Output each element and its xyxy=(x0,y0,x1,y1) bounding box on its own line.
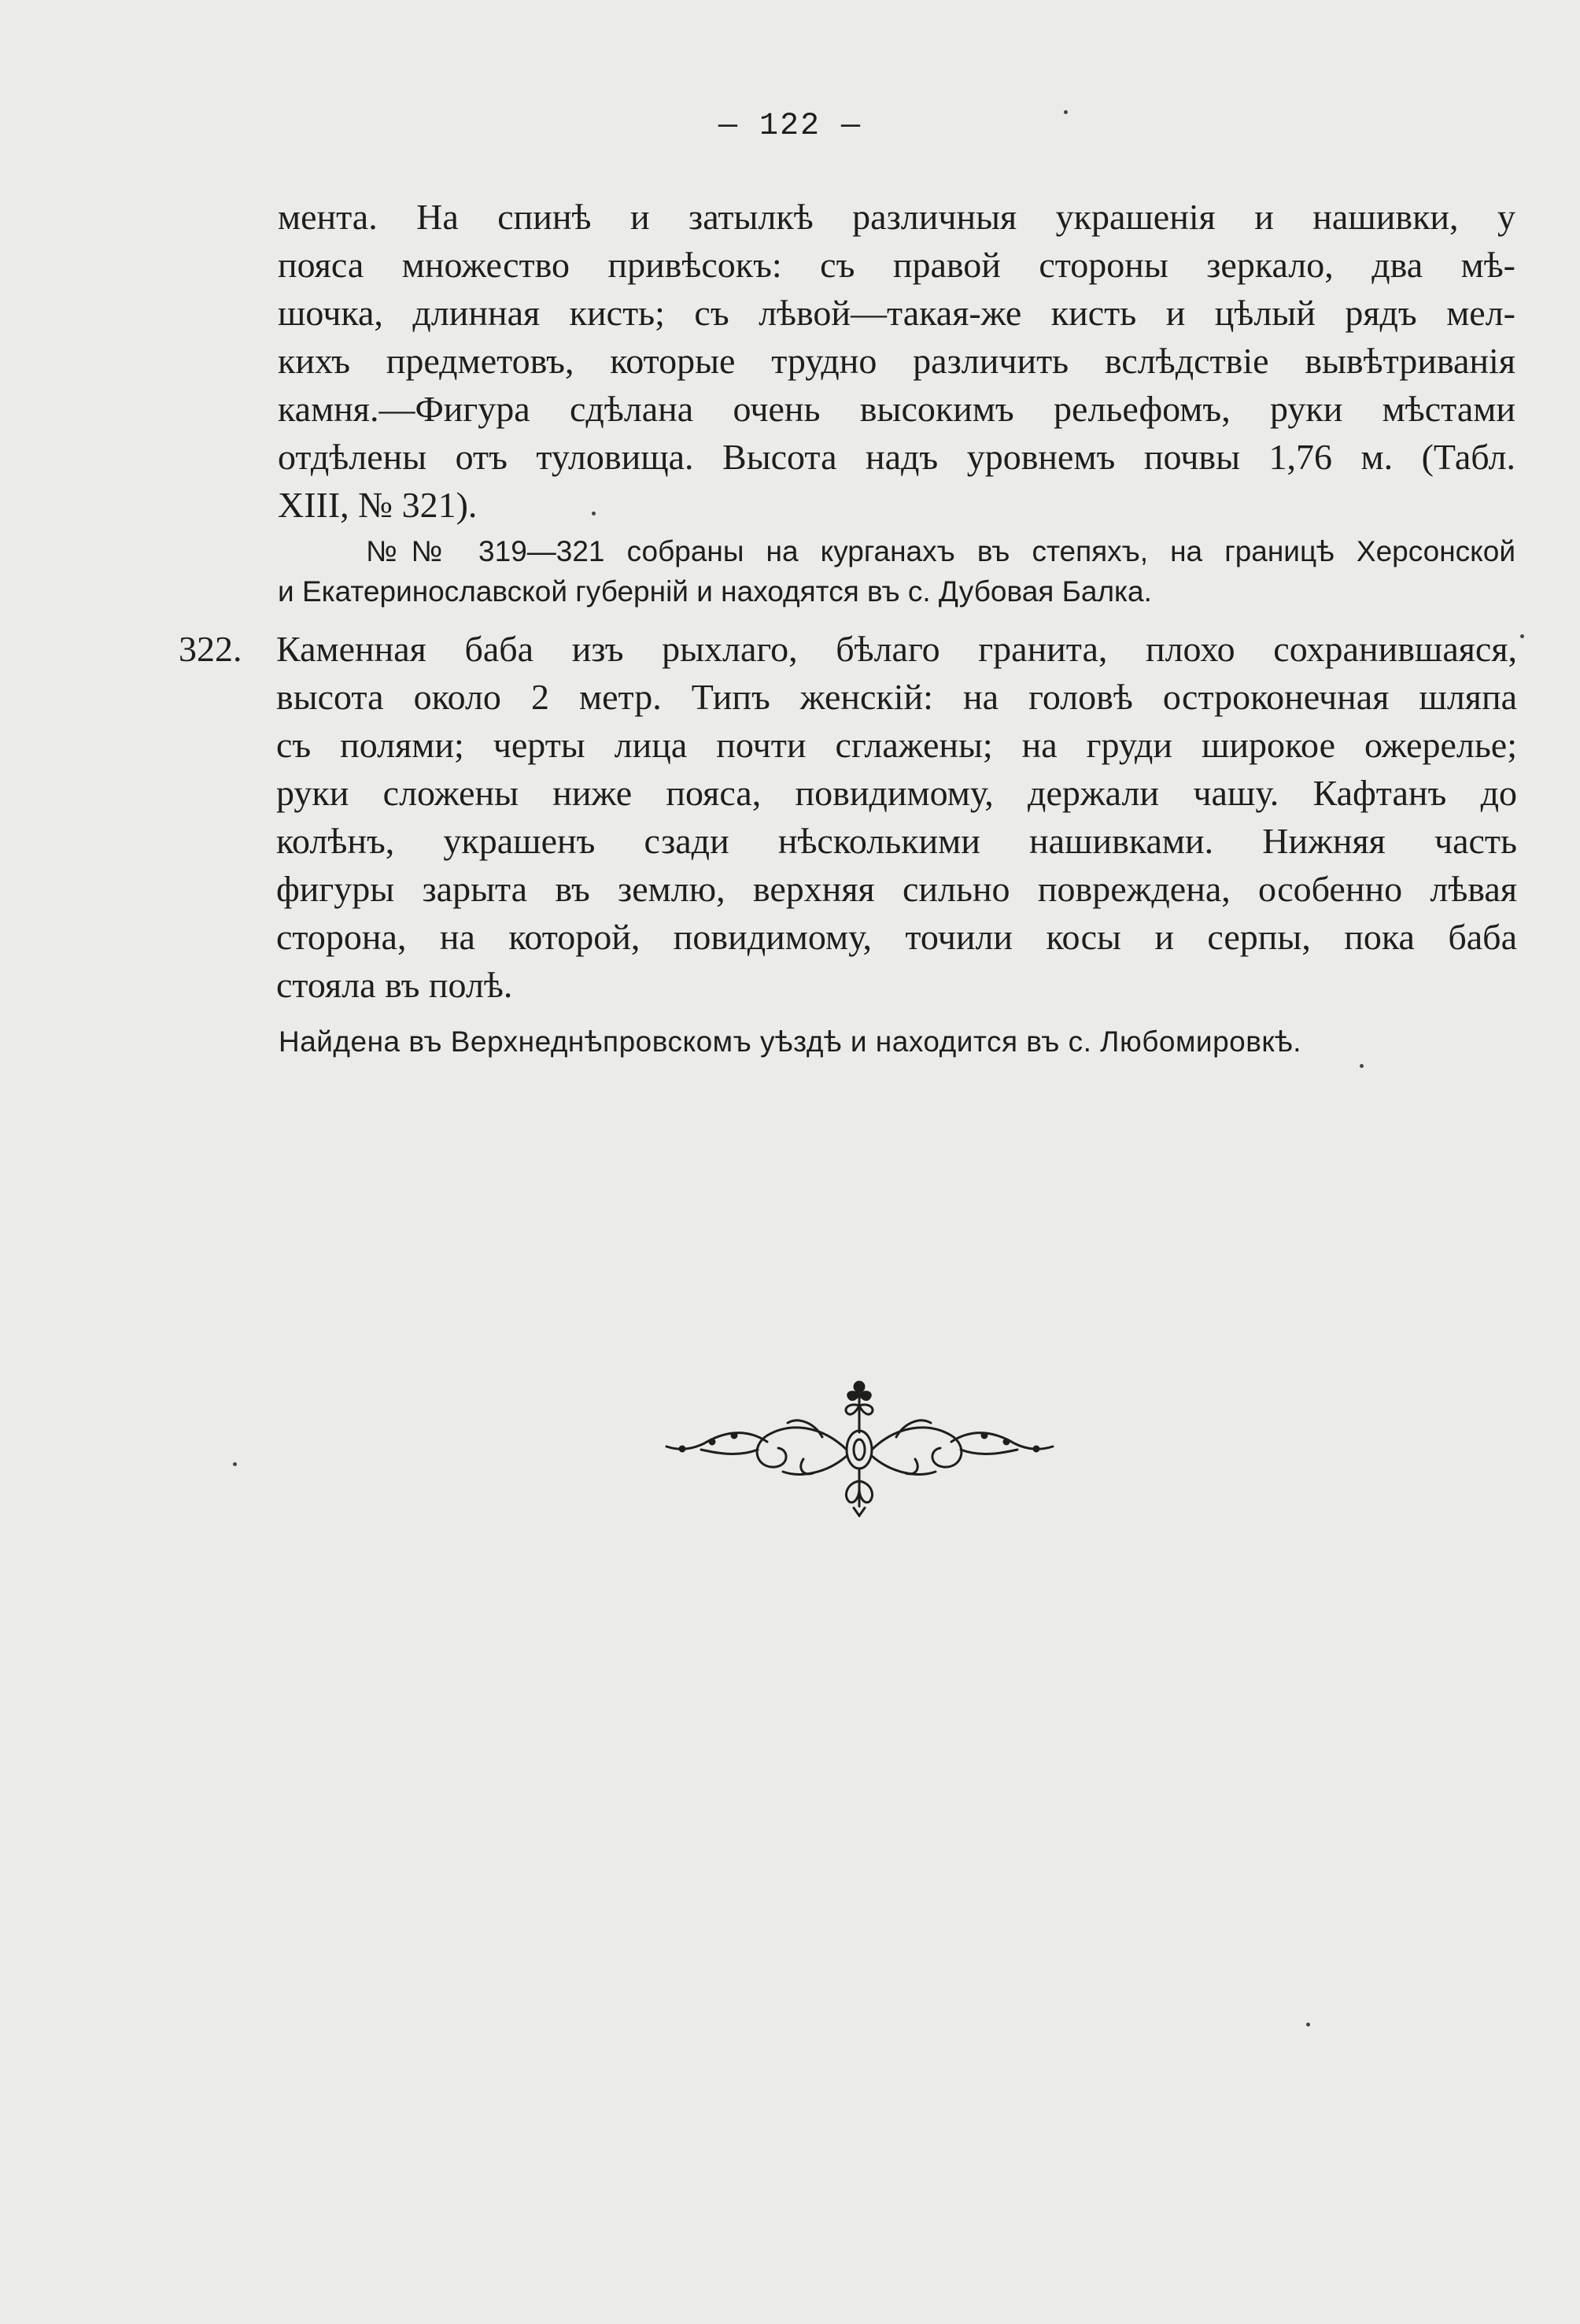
print-speck xyxy=(233,1462,237,1466)
text-line: колѣнъ, украшенъ сзади нѣсколькими нашивками. Нижняя часть xyxy=(276,821,1517,861)
print-speck xyxy=(1520,634,1524,638)
entry-322-description xyxy=(276,625,1517,1009)
provenance-note-322: Найдена въ Верхнеднѣпровскомъ уѣздѣ и находится въ с. Любомировкѣ. xyxy=(278,1025,1302,1058)
text-line: пояса множество привѣсокъ: съ правой стороны зеркало, два мѣ- xyxy=(278,245,1515,285)
print-speck xyxy=(1360,1064,1364,1068)
text-line: высота около 2 метр. Типъ женскій: на головѣ остроконечная шляпа xyxy=(276,677,1517,717)
text-line: руки сложены ниже пояса, повидимому, держали чашу. Кафтанъ до xyxy=(276,773,1517,813)
text-line: кихъ предметовъ, которые трудно различить вслѣдствіе вывѣтриванія xyxy=(278,341,1515,381)
page-number: — 122 — xyxy=(718,109,862,144)
note-line: №№ 319—321 собраны на курганахъ въ степяхъ, на границѣ Херсонской xyxy=(366,535,1515,567)
text-line: фигуры зарыта въ землю, верхняя сильно повреждена, особенно лѣвая xyxy=(276,869,1517,909)
text-line: Каменная баба изъ рыхлаго, бѣлаго гранита, плохо сохранившаяся, xyxy=(276,629,1517,669)
text-line: мента. На спинѣ и затылкѣ различныя украшенія и нашивки, у xyxy=(278,197,1515,237)
entry-number: 322. xyxy=(179,629,242,669)
floral-scroll-ornament-icon xyxy=(665,1371,1054,1517)
print-speck xyxy=(1064,110,1068,114)
text-line: отдѣлены отъ туловища. Высота надъ уровнемъ почвы 1,76 м. (Табл. xyxy=(278,437,1515,477)
provenance-note-319-321 xyxy=(278,531,1515,611)
text-line: камня.—Фигура сдѣлана очень высокимъ рельефомъ, руки мѣстами xyxy=(278,389,1515,429)
text-line: сторона, на которой, повидимому, точили косы и серпы, пока баба xyxy=(276,917,1517,957)
print-speck xyxy=(1306,2023,1310,2027)
text-line: съ полями; черты лица почти сглажены; на груди широкое ожерелье; xyxy=(276,725,1517,765)
text-line: XIII, № 321). xyxy=(278,485,478,525)
text-line: стояла въ полѣ. xyxy=(276,965,513,1005)
print-speck xyxy=(592,512,596,515)
text-line: шочка, длинная кисть; съ лѣвой—такая-же кисть и цѣлый рядъ мел- xyxy=(278,293,1515,333)
paragraph-continuation xyxy=(278,193,1515,529)
note-line: и Екатеринославской губерній и находятся въ с. Дубовая Балка. xyxy=(278,575,1152,608)
